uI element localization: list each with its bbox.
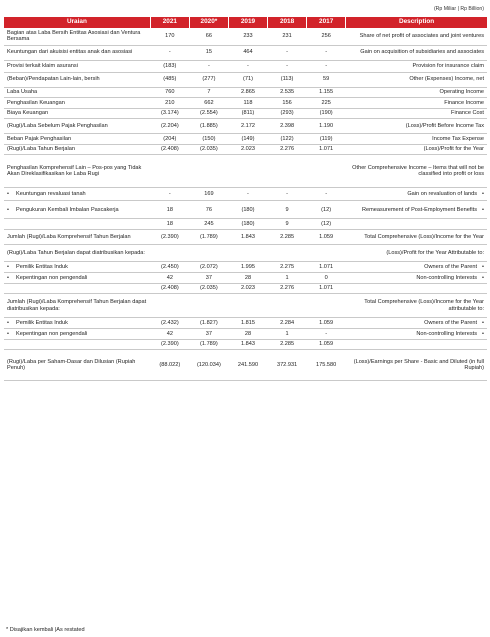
row-description [346,87,487,98]
row-description [346,339,487,350]
value-cell: (2.072) [189,262,228,273]
row-label-id [4,188,150,201]
row-description-text: Total Comprehensive (Loss)/Income for the Year attributable to: [364,299,484,312]
value-cell: 372.931 [268,350,307,381]
row-label-id [4,72,150,87]
row-description [346,60,487,72]
value-cell: (88.022) [150,350,189,381]
row-description-text: Non-controlling Interests [416,330,477,337]
value-cell: - [150,188,189,201]
value-cell: 1.843 [228,339,267,350]
value-cell: (71) [228,72,267,87]
bullet-icon: • [7,263,9,270]
value-cell: 2.275 [268,262,307,273]
value-cell: 1.190 [307,119,346,134]
value-cell: - [268,60,307,72]
row-label-id [4,108,150,119]
bullet-icon: • [7,330,9,337]
header-uraian: Uraian [4,17,150,28]
row-label-text: Bagian atas Laba Bersih Entitas Asosiasi dan Ventura Bersama [7,29,141,43]
value-cell [150,294,189,318]
row-label-text: Pemilik Entitas Induk [16,263,68,270]
row-label-id [4,329,150,340]
value-cell: 2.284 [268,318,307,329]
row-label-text: (Beban)/Pendapatan Lain-lain, bersih [7,76,100,83]
value-cell: - [228,188,267,201]
value-cell [268,294,307,318]
value-cell: (277) [189,72,228,87]
row-label-text: (Rugi)/Laba Tahun Berjalan [7,146,75,153]
row-description-text: Total Comprehensive (Loss)/Income for the Year [364,233,484,240]
value-cell: 28 [228,273,267,284]
table-row [4,262,487,273]
value-cell: (3.174) [150,108,189,119]
table-row [4,28,487,45]
value-cell [228,245,267,262]
footnote: * Disajikan kembali |As restated [6,627,85,633]
row-description [346,119,487,134]
row-label-id [4,262,150,273]
row-label-id [4,60,150,72]
row-label-text: (Rugi)/Laba per Saham-Dasar dan Dilusian (Rupiah Penuh) [7,358,136,372]
value-cell: 2.023 [228,144,267,155]
table-row [4,273,487,284]
value-cell: (12) [307,201,346,219]
value-cell: 1.059 [307,230,346,245]
value-cell [307,294,346,318]
value-cell: (293) [268,108,307,119]
bullet-icon: • [7,274,9,281]
value-cell: (2.408) [150,144,189,155]
row-description [346,262,487,273]
bullet-icon: • [482,263,484,270]
value-cell: - [228,60,267,72]
value-cell: 169 [189,188,228,201]
row-description-text: Operating Income [439,89,484,95]
value-cell: 2.285 [268,339,307,350]
table-row [4,45,487,60]
row-description-text: Other (Expenses) Income, net [409,76,484,83]
row-label-id [4,87,150,98]
table-row [4,219,487,230]
value-cell: - [307,188,346,201]
header-2021: 2021 [150,17,189,28]
bullet-icon: • [482,319,484,326]
value-cell: (811) [228,108,267,119]
value-cell: 1.059 [307,339,346,350]
value-cell: (1.789) [189,339,228,350]
value-cell: 464 [228,45,267,60]
value-cell: 1.071 [307,262,346,273]
table-row [4,144,487,155]
value-cell: (204) [150,134,189,145]
value-cell: (1.827) [189,318,228,329]
value-cell: 2.865 [228,87,267,98]
value-cell [307,245,346,262]
value-cell: 76 [189,201,228,219]
row-description-text: (Loss)/Earnings per Share - Basic and Diluted (in full Rupiah) [353,358,484,372]
table-row [4,87,487,98]
table-row [4,119,487,134]
value-cell: 9 [268,201,307,219]
row-label-id [4,318,150,329]
value-cell: 1.843 [228,230,267,245]
value-cell: (119) [307,134,346,145]
row-label-id [4,144,150,155]
value-cell: - [150,45,189,60]
row-label-text: (Rugi)/Laba Sebelum Pajak Penghasilan [7,122,108,129]
table-row [4,318,487,329]
row-label-id [4,155,150,188]
value-cell: 241.590 [228,350,267,381]
row-description-text: Gain on revaluation of lands [407,191,477,198]
value-cell [150,245,189,262]
row-description [346,350,487,381]
value-cell: (2.408) [150,283,189,294]
value-cell: 9 [268,219,307,230]
row-label-id [4,245,150,262]
value-cell: (190) [307,108,346,119]
unit-note: (Rp Miliar | Rp Billion) [433,6,484,12]
row-description [346,144,487,155]
value-cell: - [189,60,228,72]
value-cell: - [268,45,307,60]
row-description-text: Income Tax Expense [432,135,484,142]
value-cell: 1 [268,329,307,340]
row-description-text: Non-controlling Interests [416,274,477,281]
row-description-text: (Loss)/Profit for the Year [423,146,484,153]
bullet-icon: • [482,191,484,198]
value-cell: 18 [150,219,189,230]
value-cell: 7 [189,87,228,98]
value-cell: 175.580 [307,350,346,381]
value-cell [189,294,228,318]
value-cell: 2.285 [268,230,307,245]
value-cell: (2.450) [150,262,189,273]
row-label-text: Kepentingan non pengendali [16,274,88,281]
value-cell: (150) [189,134,228,145]
value-cell: 66 [189,28,228,45]
value-cell: 1.815 [228,318,267,329]
value-cell [189,245,228,262]
header-2020: 2020* [189,17,228,28]
value-cell: (1.885) [189,119,228,134]
bullet-icon: • [482,274,484,281]
row-description-text: Remeasurement of Post-Employment Benefits [361,206,477,213]
value-cell: 15 [189,45,228,60]
table-row [4,245,487,262]
table-row [4,98,487,109]
value-cell: 2.276 [268,283,307,294]
value-cell: 37 [189,273,228,284]
value-cell: 245 [189,219,228,230]
row-label-text: Penghasilan Keuangan [7,99,65,106]
row-description [346,283,487,294]
value-cell: 760 [150,87,189,98]
value-cell: 59 [307,72,346,87]
row-label-text: Laba Usaha [7,89,38,95]
row-description [346,294,487,318]
bullet-icon: • [7,191,9,198]
row-label-text: (Rugi)/Laba Tahun Berjalan dapat diatribusikan kepada: [7,249,145,256]
row-label-text: Jumlah (Rugi)/Laba Komprehensif Tahun Berjalan dapat diatribusikan kepada: [7,299,147,312]
table-row [4,283,487,294]
row-label-id [4,230,150,245]
row-description-text: Finance Income [444,99,484,106]
value-cell: 225 [307,98,346,109]
row-label-id [4,350,150,381]
value-cell: 256 [307,28,346,45]
value-cell: 1 [268,273,307,284]
table-row [4,188,487,201]
value-cell: (2.204) [150,119,189,134]
row-label-id [4,219,150,230]
table-row [4,134,487,145]
bullet-icon: • [482,206,484,213]
table-row [4,201,487,219]
table-row [4,60,487,72]
value-cell: 210 [150,98,189,109]
value-cell: (1.789) [189,230,228,245]
value-cell: (180) [228,219,267,230]
value-cell: 28 [228,329,267,340]
row-description [346,188,487,201]
row-label-id [4,201,150,219]
row-label-id [4,45,150,60]
row-label-text: Pemilik Entitas Induk [16,319,68,326]
table-header-row [4,17,487,28]
table-row [4,155,487,188]
value-cell: - [307,45,346,60]
value-cell: (2.035) [189,144,228,155]
row-label-text: Penghasilan Komprehensif Lain – Pos-pos yang Tidak Akan Direklasifikasikan ke Laba Rugi [7,164,142,178]
table-row [4,339,487,350]
row-description [346,245,487,262]
value-cell: 231 [268,28,307,45]
row-description-text: Owners of the Parent [424,263,477,270]
row-label-id [4,28,150,45]
value-cell: - [307,329,346,340]
value-cell: 2.172 [228,119,267,134]
row-label-text: Keuntungan revaluasi tanah [16,191,86,198]
bullet-icon: • [7,206,9,213]
table-row [4,72,487,87]
value-cell: 233 [228,28,267,45]
income-statement-table [4,17,487,381]
table-row [4,329,487,340]
value-cell: (2.390) [150,339,189,350]
value-cell: 2.535 [268,87,307,98]
value-cell [150,155,189,188]
row-description [346,201,487,219]
value-cell: 1.155 [307,87,346,98]
value-cell: 662 [189,98,228,109]
value-cell: (2.390) [150,230,189,245]
value-cell: (149) [228,134,267,145]
value-cell: (183) [150,60,189,72]
row-label-id [4,98,150,109]
row-description-text: Share of net profit of associates and joint ventures [359,32,484,39]
value-cell: (122) [268,134,307,145]
value-cell: (2.432) [150,318,189,329]
value-cell [268,155,307,188]
row-label-id [4,294,150,318]
value-cell: 156 [268,98,307,109]
value-cell: 170 [150,28,189,45]
value-cell: 1.995 [228,262,267,273]
row-description [346,134,487,145]
value-cell [268,245,307,262]
value-cell: 1.071 [307,144,346,155]
value-cell: - [307,60,346,72]
value-cell: 2.398 [268,119,307,134]
value-cell [307,155,346,188]
row-label-text: Jumlah (Rugi)/Laba Komprehensif Tahun Berjalan [7,233,131,240]
row-description [346,219,487,230]
value-cell: 37 [189,329,228,340]
table-row [4,230,487,245]
value-cell: 1.071 [307,283,346,294]
row-description [346,155,487,188]
table-row [4,108,487,119]
value-cell: 118 [228,98,267,109]
row-label-text: Beban Pajak Penghasilan [7,135,72,142]
row-label-id [4,339,150,350]
row-label-id [4,283,150,294]
row-description [346,230,487,245]
value-cell: (180) [228,201,267,219]
value-cell: (113) [268,72,307,87]
row-label-text: Pengukuran Kembali Imbalan Pascakerja [16,206,119,213]
row-label-text: Provisi terkait klaim asuransi [7,62,78,69]
row-description-text: Other Comprehensive Income – Items that will not be classified into profit or loss [352,164,484,178]
row-description [346,45,487,60]
value-cell: (2.554) [189,108,228,119]
value-cell: 2.276 [268,144,307,155]
value-cell: 42 [150,273,189,284]
header-description: Description [346,17,487,28]
value-cell: (120.034) [189,350,228,381]
value-cell: 2.023 [228,283,267,294]
value-cell [189,155,228,188]
row-description [346,108,487,119]
header-2019: 2019 [228,17,267,28]
row-label-text: Biaya Keuangan [7,110,49,117]
row-label-text: Keuntungan dari akuisisi entitas anak dan asosiasi [7,49,133,56]
value-cell: 42 [150,329,189,340]
value-cell: (485) [150,72,189,87]
value-cell: 18 [150,201,189,219]
table-row [4,294,487,318]
row-description-text: Gain on acquisition of subsidiaries and associates [360,49,484,56]
row-description [346,273,487,284]
header-2017: 2017 [307,17,346,28]
row-description-text: (Loss)/Profit for the Year Attributable to: [386,249,484,256]
row-description [346,72,487,87]
value-cell: (12) [307,219,346,230]
value-cell [228,155,267,188]
row-description [346,98,487,109]
value-cell [228,294,267,318]
bullet-icon: • [7,319,9,326]
row-label-id [4,134,150,145]
row-label-id [4,273,150,284]
value-cell: 0 [307,273,346,284]
row-description-text: Provision for insurance claim [412,62,484,69]
row-description [346,318,487,329]
table-row [4,350,487,381]
row-description [346,28,487,45]
row-description-text: Owners of the Parent [424,319,477,326]
row-description-text: Finance Cost [451,110,484,117]
value-cell: (2.035) [189,283,228,294]
header-2018: 2018 [268,17,307,28]
row-description-text: (Loss)/Profit Before Income Tax [405,122,484,129]
row-label-id [4,119,150,134]
row-label-text: Kepentingan non pengendali [16,330,88,337]
row-description [346,329,487,340]
bullet-icon: • [482,330,484,337]
value-cell: 1.059 [307,318,346,329]
value-cell: - [268,188,307,201]
